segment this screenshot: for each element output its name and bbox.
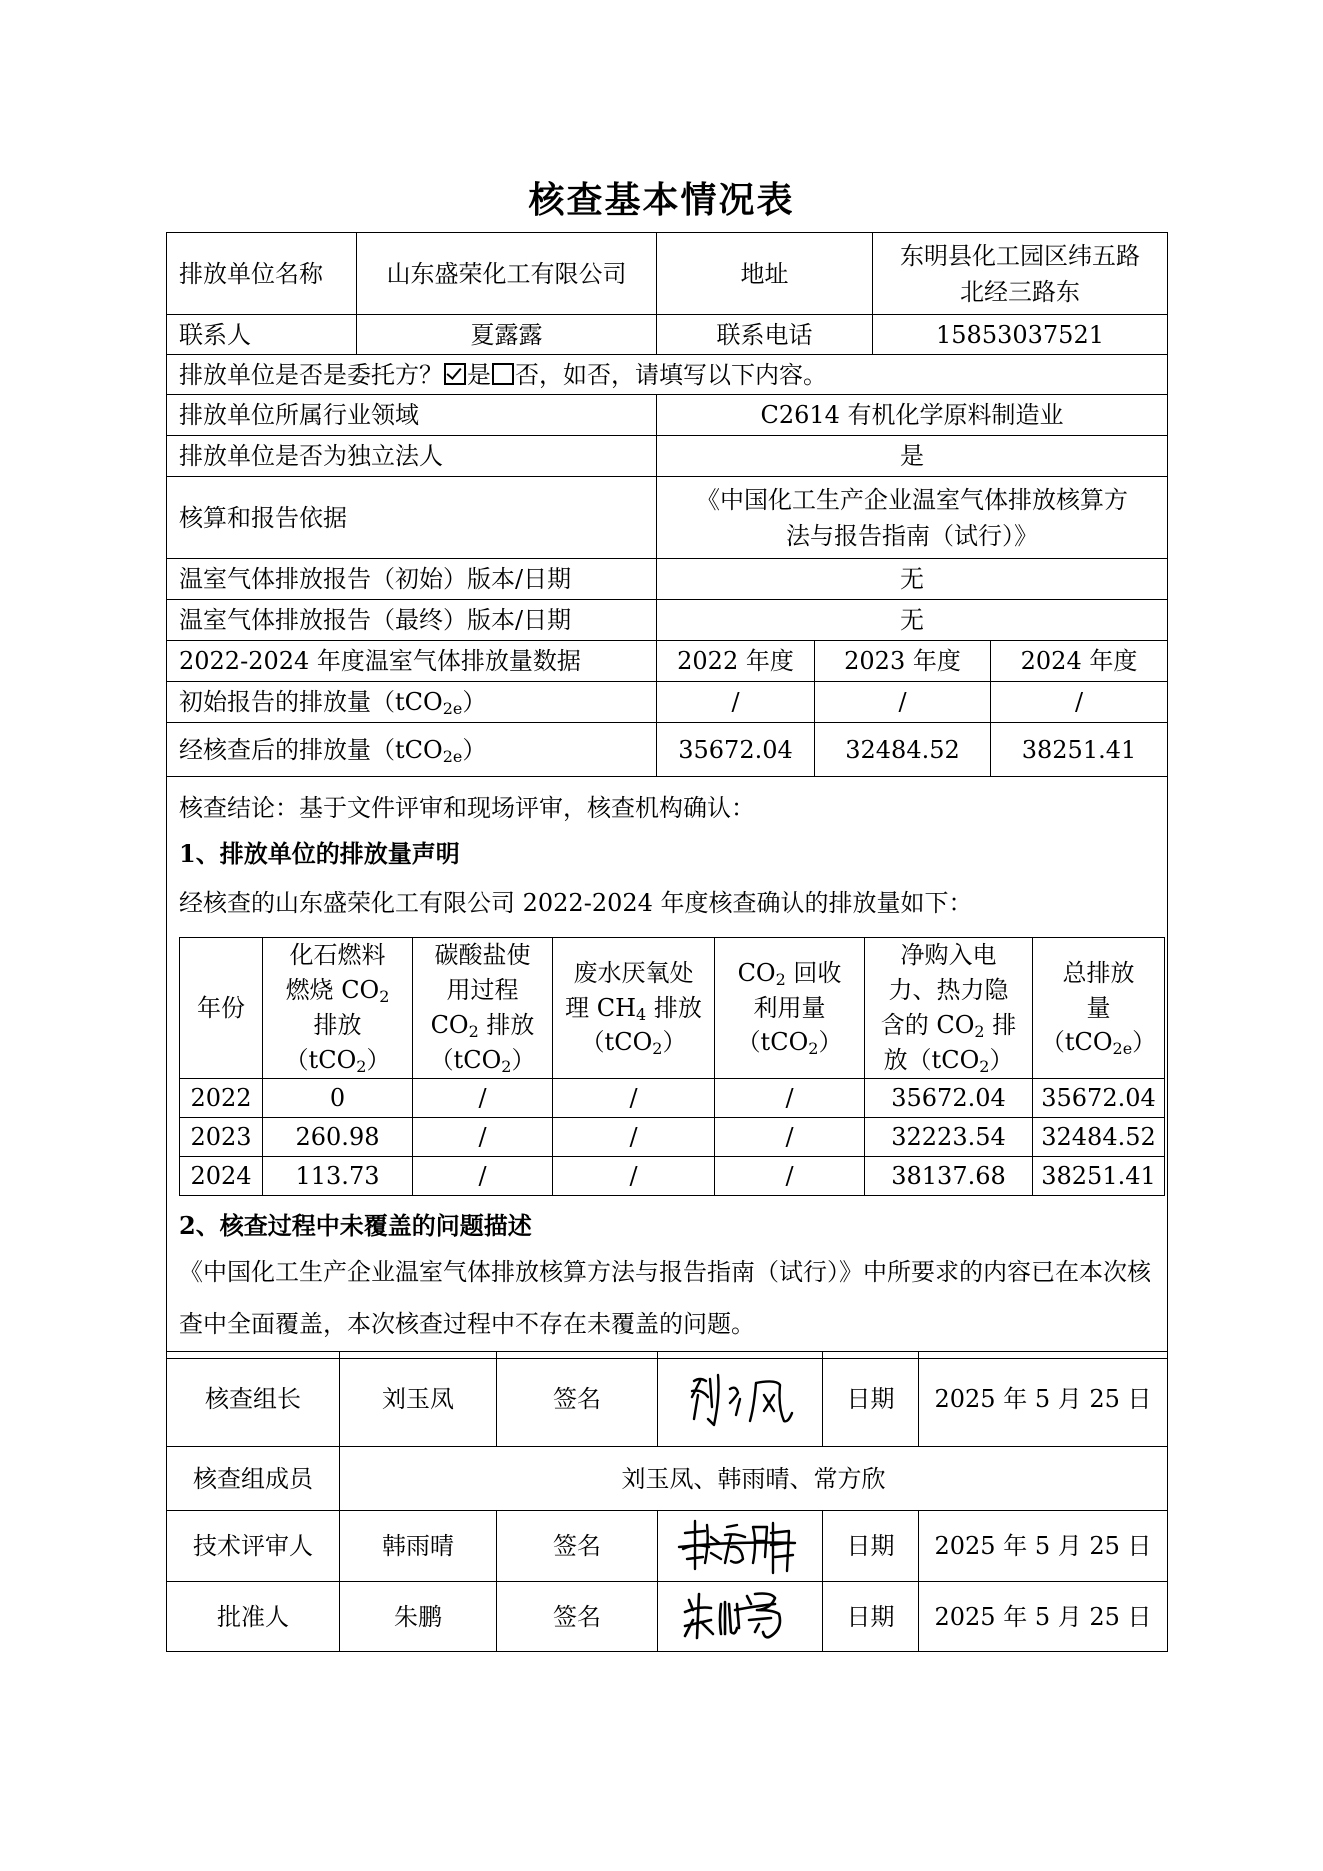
contact-label: 联系人 bbox=[167, 315, 357, 355]
approver-signature bbox=[658, 1582, 823, 1652]
client-question-prefix: 排放单位是否是委托方？ bbox=[179, 360, 443, 389]
col-purchased-header: 净购入电 力、热力隐 含的 $CO_2$ 排 放（tCO$_2$） bbox=[865, 938, 1033, 1079]
signature-table bbox=[166, 1351, 1168, 1652]
reviewer-name: 韩雨晴 bbox=[340, 1511, 497, 1582]
section1-title: 1、排放单位的排放量声明 bbox=[179, 839, 460, 868]
verification-info-table bbox=[166, 232, 1168, 1359]
table-row: 2022 0 / / / 35672.04 35672.04 bbox=[180, 1079, 1165, 1118]
conclusion-section bbox=[167, 777, 1168, 1359]
basis-line1: 《中国化工生产企业温室气体排放核算方 bbox=[696, 485, 1128, 514]
row-approver bbox=[167, 1582, 1168, 1652]
year-2023-header: 2023 年度 bbox=[815, 641, 991, 682]
year-2022-header: 2022 年度 bbox=[657, 641, 815, 682]
leader-name: 刘玉凤 bbox=[340, 1352, 497, 1447]
years-label: 2022-2024 年度温室气体排放量数据 bbox=[167, 641, 657, 682]
col-recovery-header: $CO_2$ 回收 利用量 （tCO$_2$） bbox=[715, 938, 865, 1079]
row-reviewer bbox=[167, 1511, 1168, 1582]
section2-title: 2、核查过程中未覆盖的问题描述 bbox=[179, 1211, 532, 1240]
unit-name-value: 山东盛荣化工有限公司 bbox=[357, 233, 657, 315]
reviewer-date-label: 日期 bbox=[823, 1511, 919, 1582]
approver-date-label: 日期 bbox=[823, 1582, 919, 1652]
leader-signature-mark bbox=[680, 1367, 800, 1431]
row-years bbox=[167, 641, 1168, 682]
verified-emission-2022: 35672.04 bbox=[657, 723, 815, 777]
reviewer-signature-mark bbox=[675, 1513, 805, 1579]
checked-box-icon bbox=[444, 363, 466, 385]
row-client bbox=[167, 355, 1168, 395]
section2-text: 《中国化工生产企业温室气体排放核算方法与报告指南（试行）》中所要求的内容已在本次核查中全面覆盖，本次核查过程中不存在未覆盖的问题。 bbox=[179, 1258, 1151, 1338]
phone-value: 15853037521 bbox=[873, 315, 1168, 355]
address-line2: 北经三路东 bbox=[960, 277, 1080, 306]
leader-label: 核查组长 bbox=[167, 1352, 340, 1447]
emission-header-row bbox=[180, 938, 1165, 1079]
row-basis bbox=[167, 477, 1168, 559]
initial-report-label: 温室气体排放报告（初始）版本/日期 bbox=[167, 559, 657, 600]
basis-line2: 法与报告指南（试行）》 bbox=[786, 521, 1038, 550]
leader-sign-label: 签名 bbox=[497, 1352, 658, 1447]
unit-name-label: 排放单位名称 bbox=[167, 233, 357, 315]
basis-value bbox=[657, 477, 1168, 559]
approver-signature-mark bbox=[675, 1584, 805, 1650]
col-carbonate-header: 碳酸盐使 用过程 $CO_2$ 排放 （tCO$_2$） bbox=[413, 938, 553, 1079]
row-members bbox=[167, 1447, 1168, 1511]
industry-label: 排放单位所属行业领域 bbox=[167, 395, 657, 436]
leader-date-label: 日期 bbox=[823, 1352, 919, 1447]
emission-detail-table bbox=[179, 937, 1165, 1196]
initial-emission-2023: / bbox=[815, 682, 991, 723]
approver-label: 批准人 bbox=[167, 1582, 340, 1652]
client-no: 否，如否，请填写以下内容。 bbox=[515, 360, 827, 389]
reviewer-date: 2025 年 5 月 25 日 bbox=[919, 1511, 1168, 1582]
approver-name: 朱鹏 bbox=[340, 1582, 497, 1652]
col-fossil-header: 化石燃料 燃烧 $CO_2$ 排放 （tCO$_2$） bbox=[263, 938, 413, 1079]
row-conclusion bbox=[167, 777, 1168, 1359]
col-wastewater-header: 废水厌氧处 理 $CH_4$ 排放 （tCO$_2$） bbox=[553, 938, 715, 1079]
initial-emission-2024: / bbox=[991, 682, 1168, 723]
address-value bbox=[873, 233, 1168, 315]
initial-emission-2022: / bbox=[657, 682, 815, 723]
address-label: 地址 bbox=[657, 233, 873, 315]
phone-label: 联系电话 bbox=[657, 315, 873, 355]
initial-report-value: 无 bbox=[657, 559, 1168, 600]
row-final-report bbox=[167, 600, 1168, 641]
approver-sign-label: 签名 bbox=[497, 1582, 658, 1652]
row-contact bbox=[167, 315, 1168, 355]
leader-signature bbox=[658, 1352, 823, 1447]
address-line1: 东明县化工园区纬五路 bbox=[900, 241, 1140, 270]
client-yes: 是 bbox=[467, 360, 491, 389]
unchecked-box-icon bbox=[492, 363, 514, 385]
final-report-value: 无 bbox=[657, 600, 1168, 641]
reviewer-sign-label: 签名 bbox=[497, 1511, 658, 1582]
col-year-header: 年份 bbox=[180, 938, 263, 1079]
legal-label: 排放单位是否为独立法人 bbox=[167, 436, 657, 477]
col-total-header: 总排放 量 （tCO$_{2e}$） bbox=[1033, 938, 1165, 1079]
members-value: 刘玉凤、韩雨晴、常方欣 bbox=[340, 1447, 1168, 1511]
row-industry bbox=[167, 395, 1168, 436]
members-label: 核查组成员 bbox=[167, 1447, 340, 1511]
row-initial-report bbox=[167, 559, 1168, 600]
leader-date: 2025 年 5 月 25 日 bbox=[919, 1352, 1168, 1447]
row-initial-emission bbox=[167, 682, 1168, 723]
contact-value: 夏露露 bbox=[357, 315, 657, 355]
initial-emission-label: 初始报告的排放量（tCO$_{2e}$） bbox=[167, 682, 657, 723]
client-question bbox=[167, 355, 1168, 395]
reviewer-signature bbox=[658, 1511, 823, 1582]
page-title: 核查基本情况表 bbox=[528, 179, 795, 221]
verified-emission-2023: 32484.52 bbox=[815, 723, 991, 777]
row-verified-emission bbox=[167, 723, 1168, 777]
industry-value: C2614 有机化学原料制造业 bbox=[657, 395, 1168, 436]
final-report-label: 温室气体排放报告（最终）版本/日期 bbox=[167, 600, 657, 641]
legal-value: 是 bbox=[657, 436, 1168, 477]
row-leader bbox=[167, 1352, 1168, 1447]
conclusion-intro: 核查结论：基于文件评审和现场评审，核查机构确认： bbox=[179, 794, 755, 822]
year-2024-header: 2024 年度 bbox=[991, 641, 1168, 682]
table-row: 2023 260.98 / / / 32223.54 32484.52 bbox=[180, 1118, 1165, 1157]
verified-emission-label: 经核查后的排放量（tCO$_{2e}$） bbox=[167, 723, 657, 777]
section1-text: 经核查的山东盛荣化工有限公司 2022-2024 年度核查确认的排放量如下： bbox=[179, 889, 973, 917]
row-legal bbox=[167, 436, 1168, 477]
table-row: 2024 113.73 / / / 38137.68 38251.41 bbox=[180, 1157, 1165, 1196]
reviewer-label: 技术评审人 bbox=[167, 1511, 340, 1582]
approver-date: 2025 年 5 月 25 日 bbox=[919, 1582, 1168, 1652]
basis-label: 核算和报告依据 bbox=[167, 477, 657, 559]
row-unit bbox=[167, 233, 1168, 315]
verified-emission-2024: 38251.41 bbox=[991, 723, 1168, 777]
